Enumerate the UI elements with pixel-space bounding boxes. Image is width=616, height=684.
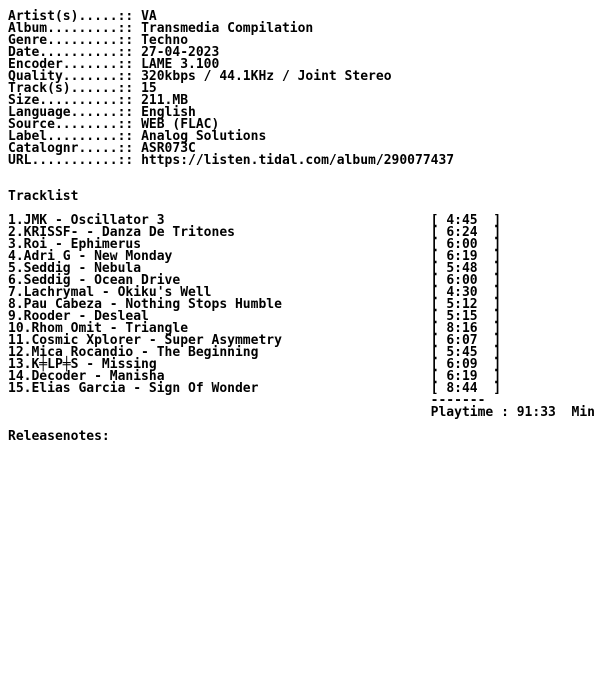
info-value: https://listen.tidal.com/album/290077437 [141, 153, 455, 168]
track-number: 13. [8, 357, 32, 372]
track-number: 2. [8, 225, 24, 240]
track-number: 5. [8, 261, 24, 276]
playtime-unit: Min [571, 405, 596, 420]
info-key: Album......... [8, 21, 118, 36]
info-separator: :: [117, 153, 142, 168]
info-key: Catalognr..... [8, 141, 118, 156]
info-value: 320kbps / 44.1KHz / Joint Stereo [141, 69, 392, 84]
info-key: Size.......... [8, 93, 118, 108]
track-gap: [ [164, 213, 447, 228]
track-title: Pau Cabeza - Nothing Stops Humble [23, 297, 282, 312]
track-number: 6. [8, 273, 24, 288]
track-bracket-close: ] [485, 321, 502, 336]
info-separator: :: [117, 105, 142, 120]
track-title: K╪LP╪S - Missing [31, 357, 157, 372]
info-row [8, 155, 595, 167]
info-separator: :: [117, 93, 142, 108]
info-value: LAME 3.100 [141, 57, 220, 72]
info-value: Transmedia Compilation [141, 21, 314, 36]
track-number: 11. [8, 333, 32, 348]
track-bracket-close: ] [485, 237, 502, 252]
blank-line [8, 179, 595, 191]
track-number: 4. [8, 249, 24, 264]
info-value: Techno [141, 33, 189, 48]
track-bracket-close: ] [485, 261, 502, 276]
info-value: Analog Solutions [141, 129, 267, 144]
info-key: Genre......... [8, 33, 118, 48]
track-number: 12. [8, 345, 32, 360]
info-key: Date.......... [8, 45, 118, 60]
track-gap: [ [148, 309, 447, 324]
track-time: 8:16 [446, 321, 486, 336]
track-gap: [ [188, 321, 447, 336]
track-number: 10. [8, 321, 32, 336]
tracklist-heading-row [8, 191, 595, 203]
track-title: Lachrymal - Okiku's Well [23, 285, 212, 300]
track-time: 5:15 [446, 309, 486, 324]
track-bracket-close: ] [485, 285, 502, 300]
track-number: 1. [8, 213, 24, 228]
info-key: Artist(s)..... [8, 9, 118, 24]
track-time: 6:00 [446, 237, 486, 252]
info-separator: :: [117, 129, 142, 144]
total-rule: ------- [430, 393, 486, 408]
track-title: Adri G - New Monday [23, 249, 173, 264]
track-time: 4:30 [446, 285, 486, 300]
track-title: Decoder - Manisha [31, 369, 165, 384]
indent [8, 405, 431, 420]
info-separator: :: [117, 45, 142, 60]
track-time: 6:07 [446, 333, 486, 348]
track-gap: [ [258, 345, 447, 360]
info-key: URL........... [8, 153, 118, 168]
track-gap: [ [156, 357, 447, 372]
track-gap: [ [211, 285, 447, 300]
track-bracket-close: ] [485, 249, 502, 264]
info-value: ASR073C [141, 141, 196, 156]
track-bracket-close: ] [485, 333, 502, 348]
info-key: Quality....... [8, 69, 118, 84]
track-time: 6:09 [446, 357, 486, 372]
info-value: 15 [141, 81, 157, 96]
playtime-row [8, 407, 595, 419]
info-value: English [141, 105, 196, 120]
track-time: 6:00 [446, 273, 486, 288]
info-separator: :: [117, 117, 142, 132]
track-number: 9. [8, 309, 24, 324]
track-bracket-close: ] [485, 357, 502, 372]
track-bracket-close: ] [485, 273, 502, 288]
releasenotes-heading: Releasenotes: [8, 429, 110, 444]
track-time: 4:45 [446, 213, 486, 228]
info-value: WEB (FLAC) [141, 117, 220, 132]
playtime-gap [556, 405, 572, 420]
track-gap: [ [234, 225, 447, 240]
track-bracket-close: ] [485, 345, 502, 360]
info-key: Encoder....... [8, 57, 118, 72]
track-title: Elias Garcia - Sign Of Wonder [31, 381, 259, 396]
track-time: 6:19 [446, 369, 486, 384]
track-title: Seddig - Nebula [23, 261, 142, 276]
info-key: Track(s)...... [8, 81, 118, 96]
track-title: Seddig - Ocean Drive [23, 273, 181, 288]
track-gap: [ [281, 333, 447, 348]
info-separator: :: [117, 9, 142, 24]
track-time: 5:48 [446, 261, 486, 276]
info-value: VA [141, 9, 157, 24]
info-separator: :: [117, 69, 142, 84]
info-separator: :: [117, 141, 142, 156]
info-key: Label......... [8, 129, 118, 144]
track-time: 6:24 [446, 225, 486, 240]
playtime-value: 91:33 [516, 405, 556, 420]
track-bracket-close: ] [485, 213, 502, 228]
info-separator: :: [117, 21, 142, 36]
info-separator: :: [117, 81, 142, 96]
nfo-text-block [8, 11, 595, 443]
track-gap: [ [164, 369, 447, 384]
track-bracket-close: ] [485, 369, 502, 384]
track-time: 5:12 [446, 297, 486, 312]
track-bracket-close: ] [485, 297, 502, 312]
track-number: 8. [8, 297, 24, 312]
info-separator: :: [117, 33, 142, 48]
track-title: Roi - Ephimerus [23, 237, 142, 252]
track-time: 8:44 [446, 381, 486, 396]
track-number: 3. [8, 237, 24, 252]
track-number: 14. [8, 369, 32, 384]
track-time: 6:19 [446, 249, 486, 264]
track-number: 7. [8, 285, 24, 300]
info-value: 27-04-2023 [141, 45, 220, 60]
track-bracket-close: ] [485, 309, 502, 324]
track-number: 15. [8, 381, 32, 396]
track-title: Cosmic Xplorer - Super Asymmetry [31, 333, 282, 348]
track-gap: [ [141, 261, 447, 276]
track-title: Rhom Omit - Triangle [31, 321, 189, 336]
track-gap: [ [180, 273, 447, 288]
track-title: JMK - Oscillator 3 [23, 213, 165, 228]
info-key: Language...... [8, 105, 118, 120]
track-title: Rooder - Desleal [23, 309, 149, 324]
track-time: 5:45 [446, 345, 486, 360]
tracklist-heading: Tracklist [8, 189, 79, 204]
track-bracket-close: ] [485, 225, 502, 240]
track-gap: [ [172, 249, 447, 264]
track-gap: [ [141, 237, 447, 252]
blank-line [8, 167, 595, 179]
playtime-label: Playtime : [430, 405, 517, 420]
track-gap: [ [281, 297, 447, 312]
track-title: KRISSF- - Danza De Tritones [23, 225, 235, 240]
info-key: Source........ [8, 117, 118, 132]
track-bracket-close: ] [485, 381, 502, 396]
info-separator: :: [117, 57, 142, 72]
track-title: Mica Rocandio - The Beginning [31, 345, 259, 360]
releasenotes-heading-row [8, 431, 595, 443]
info-value: 211.MB [141, 93, 189, 108]
track-gap: [ [258, 381, 447, 396]
